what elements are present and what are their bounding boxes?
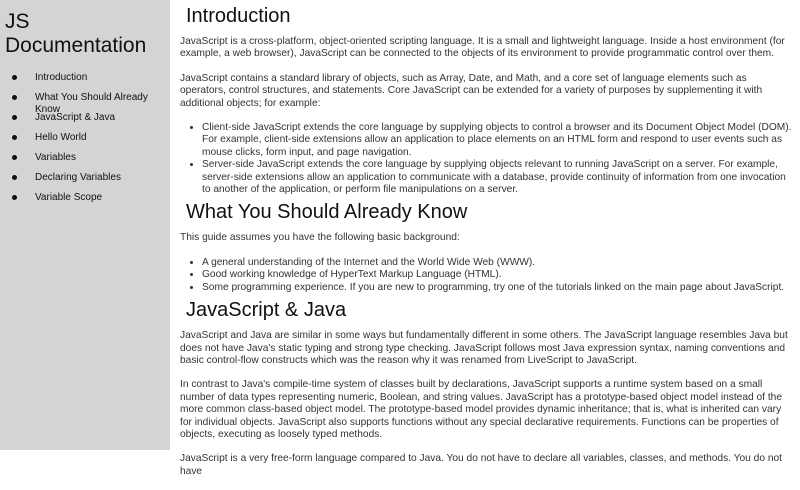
paragraph: JavaScript and Java are similar in some ways but fundamentally different in some others. The JavaScript language resembles Java but does not have Java's static typing and strong type checking. JavaScript follows most Java expression syntax, naming conventions and basic control-flow constructs which was the reason why it was renamed from LiveScript to JavaScript.	[180, 330, 788, 366]
list-item: • Good working knowledge of HyperText Markup Language (HTML).	[202, 269, 792, 281]
nav-list	[0, 72, 170, 212]
nav-link-variable-scope[interactable]: Variable Scope	[0, 192, 170, 212]
bullet-list	[180, 257, 792, 294]
nav-link-introduction[interactable]: Introduction	[0, 72, 170, 92]
list-item: • Client-side JavaScript extends the core language by supplying objects to control a browser and its Document Object Model (DOM). For example, client-side extensions allow an application to place elements on an HTML form and respond to user events such as mouse clicks, form input, and page navigation.	[202, 122, 792, 159]
paragraph: In contrast to Java's compile-time system of classes built by declarations, JavaScript supports a runtime system based on a small number of data types representing numeric, Boolean, and string values. JavaScript has a prototype-based object model instead of the more common class-based object model. The prototype-based model provides dynamic inheritance; that is, what is inherited can vary for individual objects. JavaScript also supports functions without any special declarative requirements. Functions can be properties of objects, executing as loosely typed methods.	[180, 379, 782, 440]
nav-link-javascript-and-java[interactable]: JavaScript & Java	[0, 112, 170, 132]
section-javascript-and-java	[180, 298, 792, 478]
list-item: • Some programming experience. If you are new to programming, try one of the tutorials linked on the main page about JavaScript.	[202, 282, 792, 294]
paragraph: This guide assumes you have the following basic background:	[180, 232, 460, 244]
list-item: • Server-side JavaScript extends the core language by supplying objects relevant to running JavaScript on a server. For example, server-side extensions allow an application to communicate with a database, provide continuity of information from one invocation to another of the application, or perform file manipulations on a server.	[202, 159, 792, 196]
nav-link-what-you-should-already-know[interactable]: What You Should Already Know	[0, 92, 170, 112]
list-item: • A general understanding of the Internet and the World Wide Web (WWW).	[202, 257, 792, 269]
paragraph: JavaScript is a cross-platform, object-oriented scripting language. It is a small and lightweight language. Inside a host environment (for example, a web browser), JavaScript can be connected to the objects of its environment to provide programmatic control over them.	[180, 36, 785, 60]
section-what-you-should-already-know	[180, 200, 792, 294]
paragraph: JavaScript contains a standard library of objects, such as Array, Date, and Math, and a core set of language elements such as operators, control structures, and statements. Core JavaScript can be extended for a variety of purposes by supplementing it with additional objects; for example:	[180, 72, 763, 109]
sidebar-nav	[0, 0, 170, 450]
bullet-list	[180, 122, 792, 196]
paragraph: JavaScript is a very free-form language compared to Java. You do not have to declare all variables, classes, and methods. You do not have	[180, 453, 782, 477]
section-introduction	[180, 4, 792, 196]
sidebar-title: JS Documentation	[5, 10, 147, 57]
nav-link-declaring-variables[interactable]: Declaring Variables	[0, 172, 170, 192]
section-heading: JavaScript & Java	[186, 299, 347, 322]
section-heading: What You Should Already Know	[186, 201, 468, 224]
nav-link-hello-world[interactable]: Hello World	[0, 132, 170, 152]
main-content	[180, 0, 792, 490]
nav-link-variables[interactable]: Variables	[0, 152, 170, 172]
section-heading: Introduction	[186, 5, 291, 27]
